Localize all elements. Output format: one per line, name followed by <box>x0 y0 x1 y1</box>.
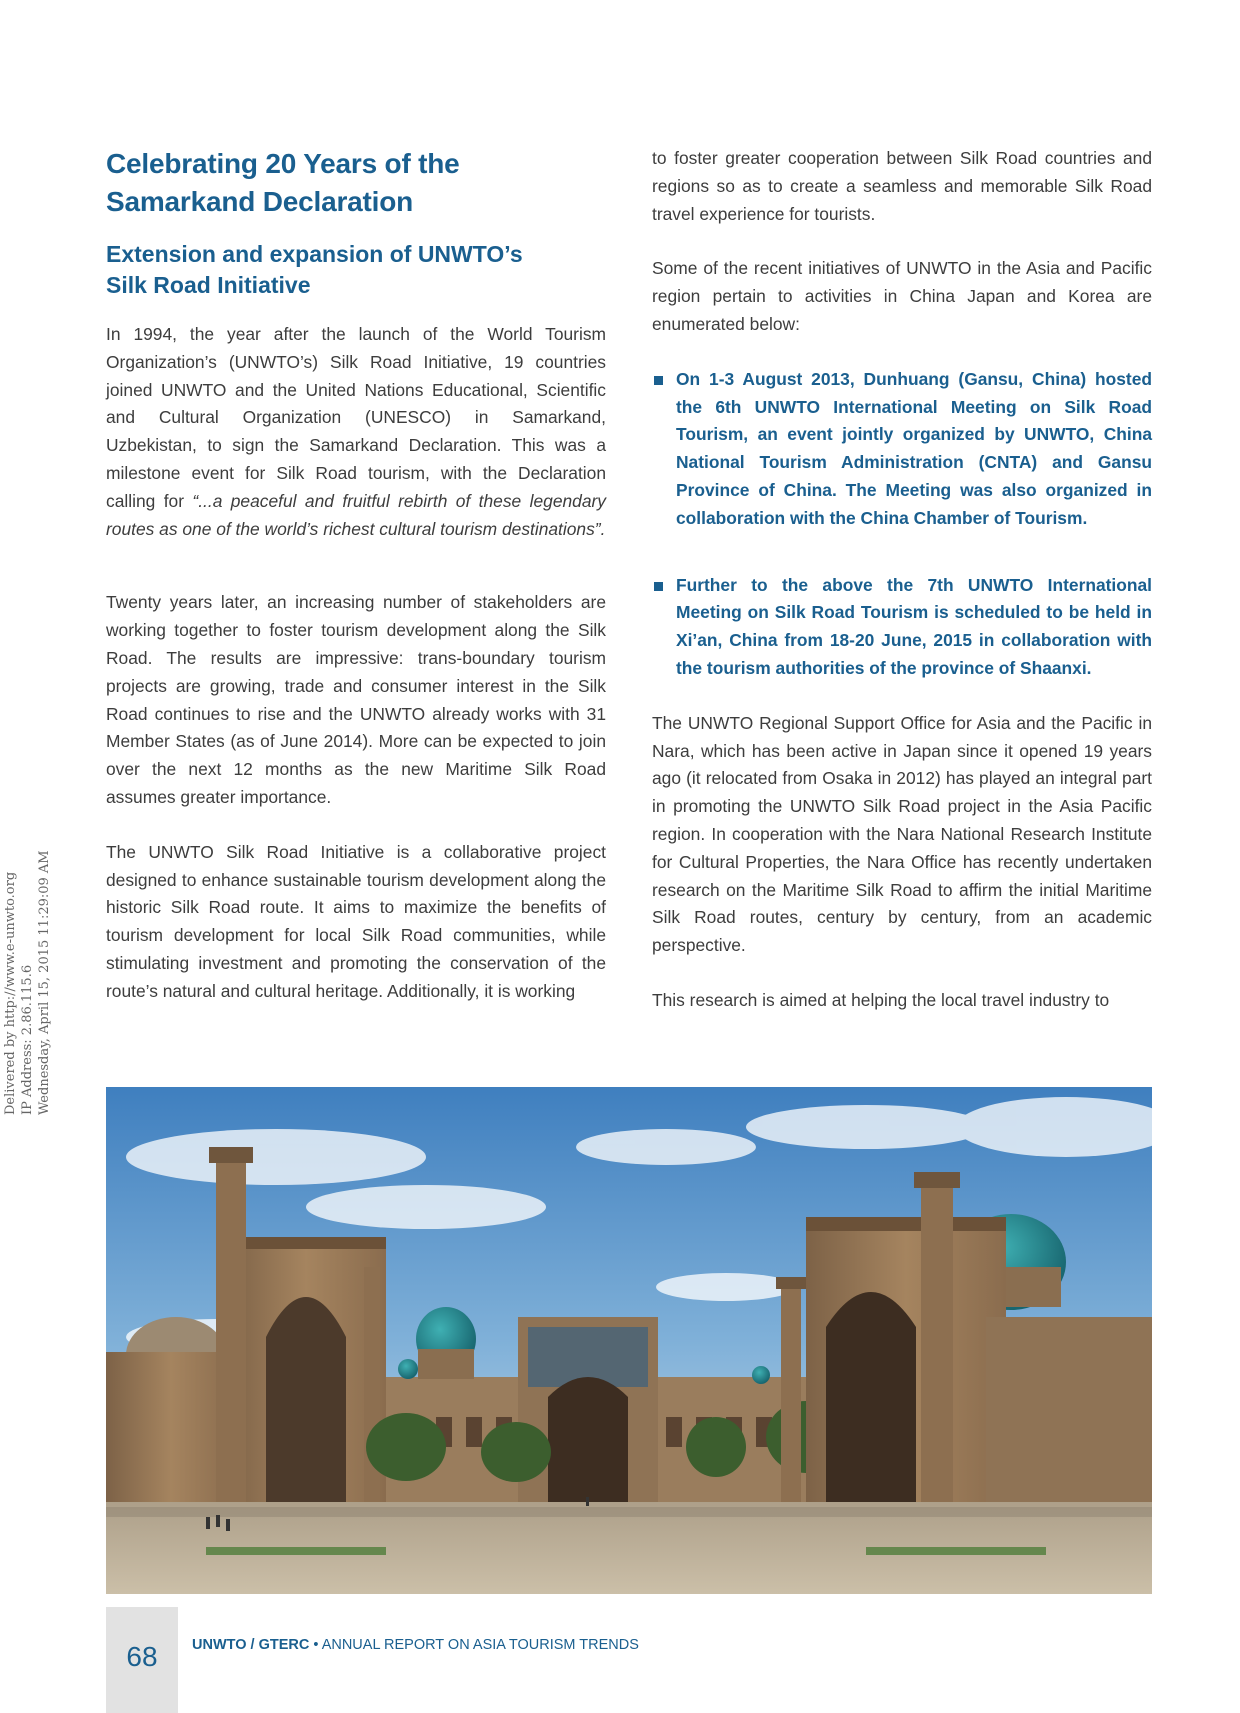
section-subtitle <box>106 239 606 301</box>
subtitle-line-2: Silk Road Initiative <box>106 272 311 298</box>
paragraph-research-aim: This research is aimed at helping the local travel industry to <box>652 989 1110 1010</box>
title-line-1: Celebrating 20 Years of the <box>106 148 460 179</box>
declaration-quote: “...a peaceful and fruitful rebirth of these legendary routes as one of the world’s richest cultural tourism destinations”. <box>106 490 607 539</box>
footer-report-title: ANNUAL REPORT ON ASIA TOURISM TRENDS <box>321 1637 639 1653</box>
subtitle-line-1: Extension and expansion of UNWTO’s <box>106 241 523 267</box>
paragraph-twenty-years-later: Twenty years later, an increasing number of stakeholders are working together to foster tourism development along the Silk Road. The results are impressive: trans-boundary tourism projects are growing, trade and consumer interest in the Silk Road continues to rise and the UNWTO already works with 31 Member States (as of June 2014). More can be expected to join over the next 12 months as the new Maritime Silk Road assumes greater importance. <box>106 592 606 807</box>
watermark-date: Wednesday, April 15, 2015 11:29:09 AM <box>37 850 52 1115</box>
page-number-box <box>106 1607 178 1713</box>
page-title <box>106 145 606 221</box>
paragraph-silk-road-initiative: The UNWTO Silk Road Initiative is a collaborative project designed to enhance sustainable tourism development along the historic Silk Road route. It aims to maximize the benefits of tourism development for local Silk Road communities, while stimulating investment and promoting the conservation of the route’s natural and cultural heritage. Additionally, it is working <box>106 841 606 1001</box>
footer-org: UNWTO / GTERC <box>192 1637 310 1653</box>
initiatives-list <box>652 366 1152 683</box>
watermark-url: Delivered by http://www.e-unwto.org <box>3 871 18 1115</box>
paragraph-recent-initiatives: Some of the recent initiatives of UNWTO in the Asia and Pacific region pertain to activities in China Japan and Korea are enumerated below: <box>652 258 1152 334</box>
list-item <box>652 366 1152 533</box>
title-line-2: Samarkand Declaration <box>106 186 414 217</box>
registan-square <box>106 1487 1152 1594</box>
list-item-text: On 1-3 August 2013, Dunhuang (Gansu, China) hosted the 6th UNWTO International Meeting on Silk Road Tourism, an event jointly organized by UNWTO, China National Tourism Administration (CNTA) and Gansu Province of China. The Meeting was also organized in collaboration with the China Chamber of Tourism. <box>676 368 1152 528</box>
running-footer <box>192 1637 639 1653</box>
footer-separator: • <box>309 1637 322 1653</box>
right-column <box>652 145 1152 1015</box>
watermark-ip: IP Address: 2.86.115.6 <box>20 964 35 1115</box>
bullet-square-icon <box>654 582 663 591</box>
delivery-watermark <box>2 830 53 1115</box>
list-item-text: Further to the above the 7th UNWTO International Meeting on Silk Road Tourism is scheduled to be held in Xi’an, China from 18-20 June, 2015 in collaboration with the tourism authorities of the province of Shaanxi. <box>676 574 1152 678</box>
bullet-square-icon <box>654 376 663 385</box>
left-column <box>106 145 606 1006</box>
registan-photo <box>106 1087 1152 1594</box>
paragraph-1994-declaration <box>106 321 606 543</box>
paragraph-text: In 1994, the year after the launch of the World Tourism Organization’s (UNWTO’s) Silk Road Initiative, 19 countries joined UNWTO and the United Nations Educational, Scientific and Cultural Organization (UNESCO) in Samarkand, Uzbekistan, to sign the Samarkand Declaration. This was a milestone event for Silk Road tourism, with the Declaration calling for <box>106 324 606 511</box>
paragraph-nara-office: The UNWTO Regional Support Office for Asia and the Pacific in Nara, which has been active in Japan since it opened 19 years ago (it relocated from Osaka in 2012) has played an integral part in promoting the UNWTO Silk Road project in the Asia Pacific region. In cooperation with the Nara National Research Institute for Cultural Properties, the Nara Office has recently undertaken research on the Maritime Silk Road to affirm the initial Maritime Silk Road routes, century by century, from an academic perspective. <box>652 712 1152 956</box>
list-item <box>652 572 1152 683</box>
page-number: 68 <box>126 1641 158 1672</box>
paragraph-foster-cooperation: to foster greater cooperation between Silk Road countries and regions so as to create a seamless and memorable Silk Road travel experience for tourists. <box>652 148 1152 224</box>
